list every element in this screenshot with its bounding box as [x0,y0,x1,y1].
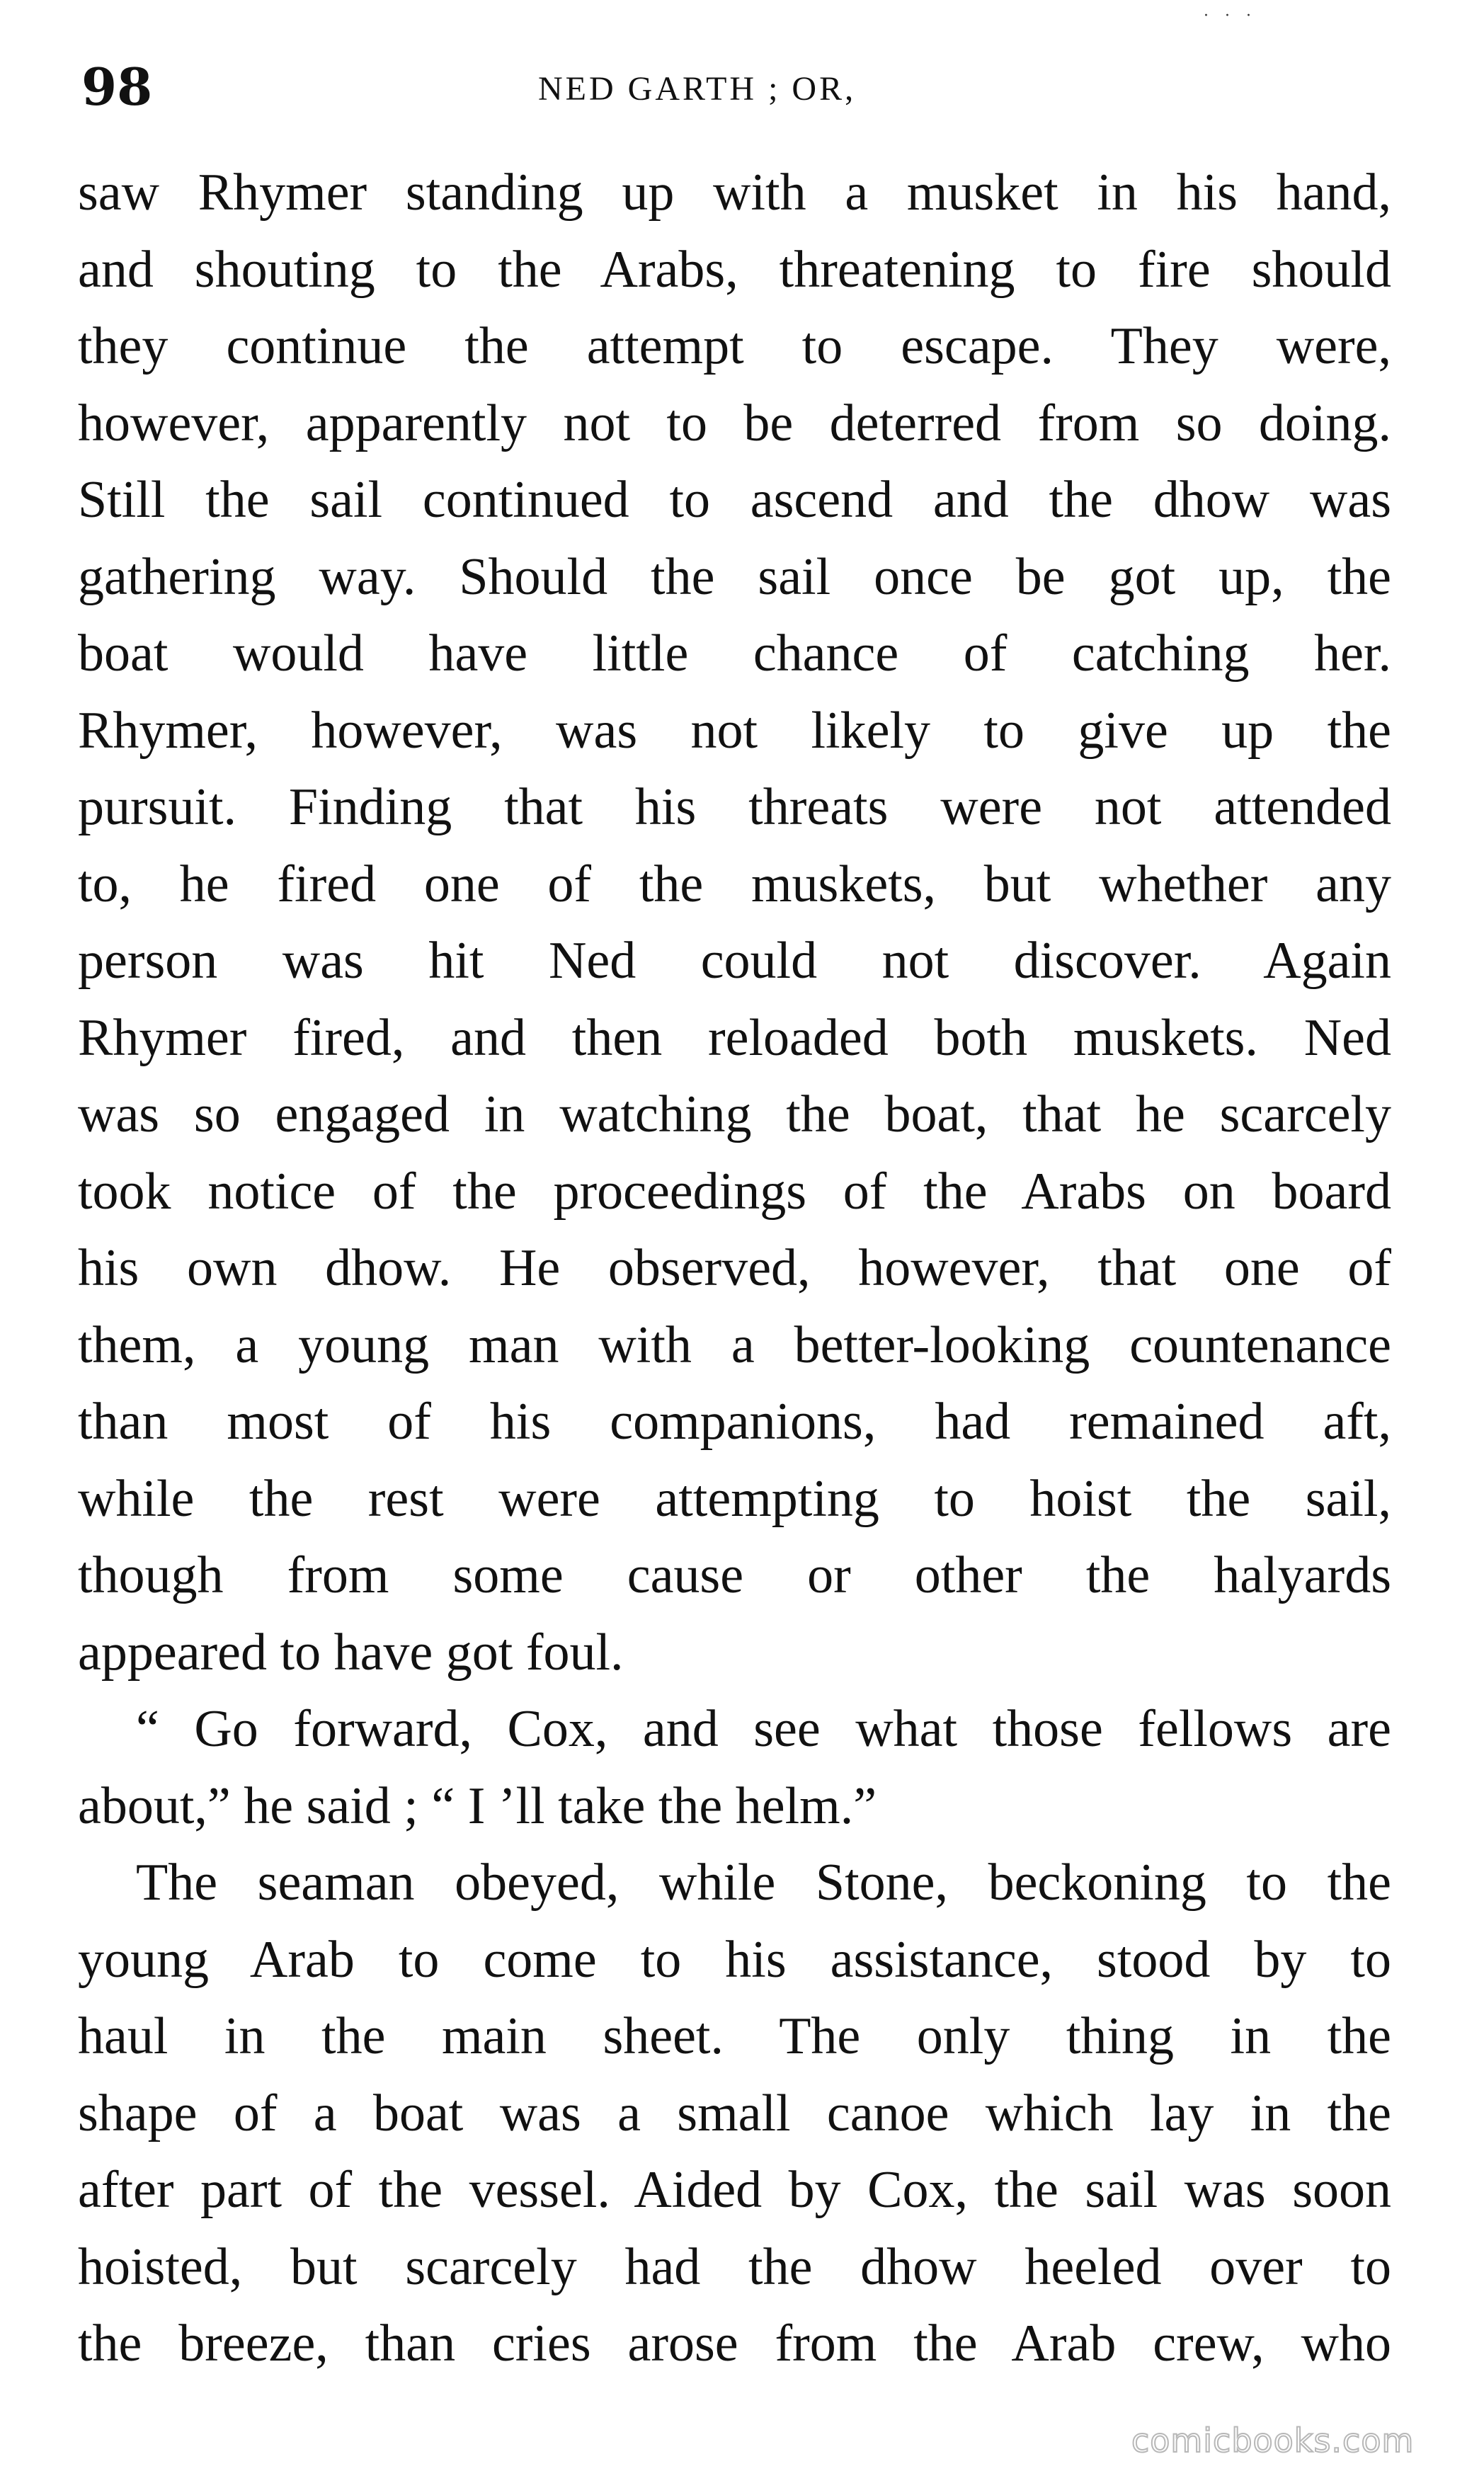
text-line: young Arab to come to his assistance, stood by to [78,1930,1391,1989]
text-line: though from some cause or other the halyards [78,1546,1391,1604]
text-line: boat would have little chance of catching her. [78,624,1391,683]
print-speck: · · · [1204,7,1257,25]
text-line: the breeze, than cries arose from the Arab crew, who [78,2315,1391,2373]
text-line: The seaman obeyed, while Stone, beckoning to the [136,1854,1391,1912]
text-line: his own dhow. He observed, however, that one of [78,1239,1391,1297]
text-line: took notice of the proceedings of the Arabs on board [78,1162,1391,1221]
text-line: saw Rhymer standing up with a musket in his hand, [78,164,1391,222]
text-line: was so engaged in watching the boat, that he scarcely [78,1085,1391,1143]
text-line: Still the sail continued to ascend and the dhow was [78,471,1391,529]
text-line: “ Go forward, Cox, and see what those fellows are [136,1700,1391,1758]
text-line: after part of the vessel. Aided by Cox, the sail was soon [78,2161,1391,2219]
text-line: gathering way. Should the sail once be got up, the [78,547,1391,606]
text-line: Rhymer fired, and then reloaded both muskets. Ned [78,1008,1391,1067]
text-line: however, apparently not to be deterred from so doing. [78,394,1391,452]
watermark: comicbooks.com [1131,2421,1415,2460]
text-line: hoisted, but scarcely had the dhow heeled over to [78,2237,1391,2296]
text-line: while the rest were attempting to hoist the sail, [78,1469,1391,1528]
body-text [78,154,1391,2383]
text-line: about,” he said ; “ I ’ll take the helm.” [78,1776,877,1835]
text-line: to, he fired one of the muskets, but whether any [78,855,1391,913]
text-line: appeared to have got foul. [78,1623,624,1682]
page-header [81,48,1398,126]
text-line: than most of his companions, had remained aft, [78,1393,1391,1451]
page-number: 98 [81,57,153,117]
text-line: and shouting to the Arabs, threatening to fire should [78,240,1391,299]
text-line: haul in the main sheet. The only thing in the [78,2007,1391,2065]
running-title: NED GARTH ; OR, [538,70,857,108]
text-line: shape of a boat was a small canoe which lay in the [78,2084,1391,2142]
text-line: person was hit Ned could not discover. Again [78,932,1391,990]
text-line: they continue the attempt to escape. They were, [78,317,1391,375]
text-line: them, a young man with a better-looking countenance [78,1316,1391,1374]
text-line: Rhymer, however, was not likely to give up the [78,701,1391,760]
text-line: pursuit. Finding that his threats were not attended [78,778,1391,836]
